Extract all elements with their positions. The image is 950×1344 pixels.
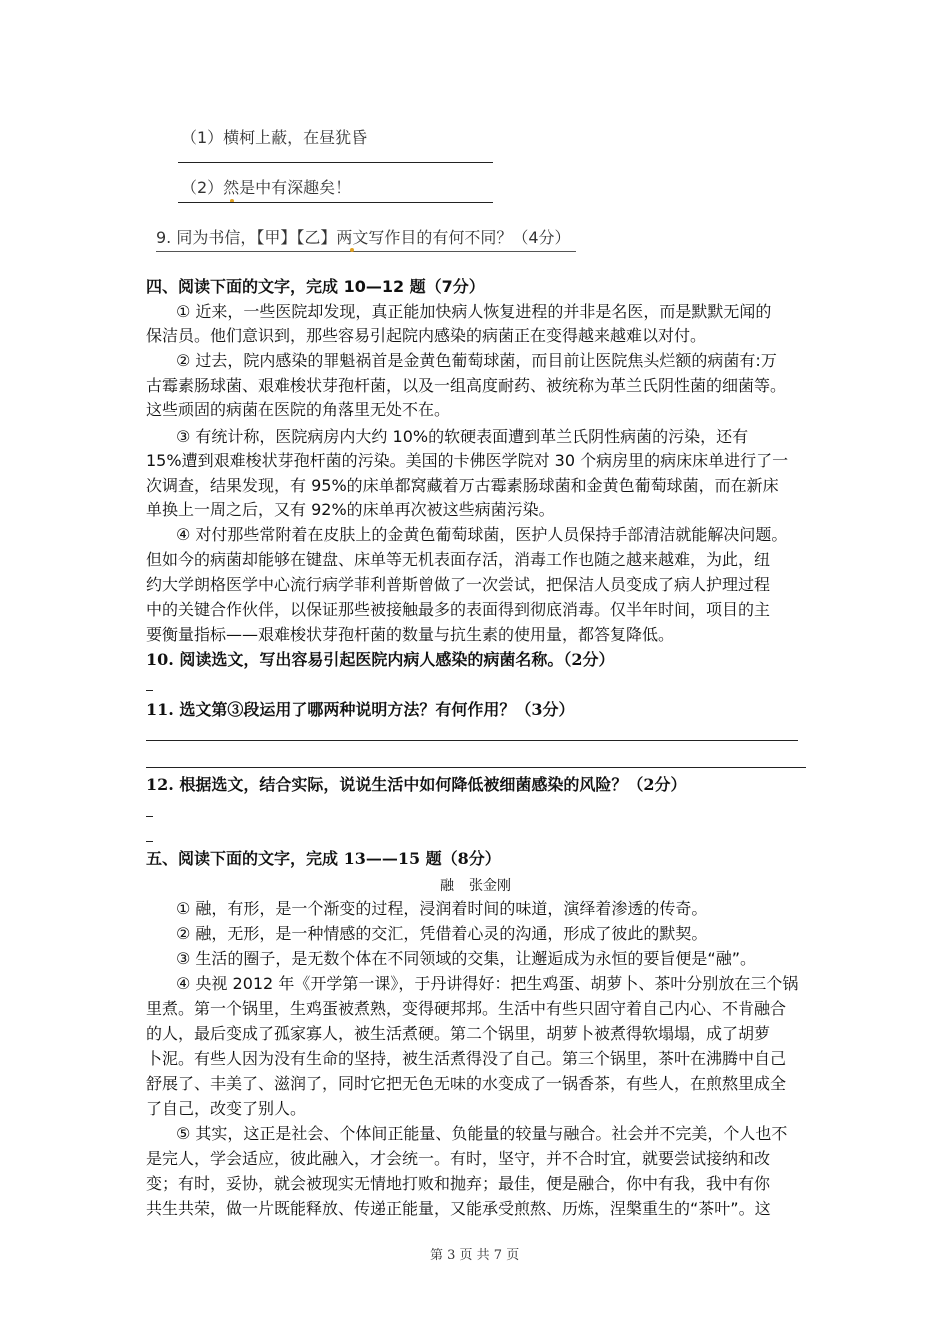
passage-line: ③ 生活的圈子，是无数个体在不同领域的交集，让邂逅成为永恒的要旨便是“融”。 (176, 949, 757, 968)
passage-line: ⑤ 其实，这正是社会、个体间正能量、负能量的较量与融合。社会并不完美，个人也不 (176, 1124, 788, 1143)
passage-line: 但如今的病菌却能够在键盘、床单等无机表面存活，消毒工作也随之越来越难，为此，纽 (146, 550, 771, 569)
q11-answer-line-2[interactable] (146, 767, 806, 768)
q8-item-1: （1）横柯上蔽，在昼犹昏 (181, 128, 368, 147)
passage-line: 共生共荣，做一片既能释放、传递正能量，又能承受煎熬、历炼，涅槃重生的“茶叶”。这 (146, 1199, 771, 1218)
passage-line: ① 近来，一些医院却发现，真正能加快病人恢复进程的并非是名医，而是默默无闻的 (176, 302, 772, 321)
passage-line: 单换上一周之后，又有 92%的床单再次被这些病菌污染。 (146, 500, 555, 519)
passage-line: ③ 有统计称，医院病房内大约 10%的软硬表面遭到革兰氏阴性病菌的污染，还有 (176, 427, 749, 446)
q8-answer-line-1 (178, 162, 493, 163)
section5-heading: 五、阅读下面的文字，完成 13——15 题（8分） (146, 849, 501, 868)
passage-line: 约大学朗格医学中心流行病学菲利普斯曾做了一次尝试，把保洁人员变成了病人护理过程 (146, 575, 771, 594)
passage-line: ④ 央视 2012 年《开学第一课》，于丹讲得好：把生鸡蛋、胡萝卜、茶叶分别放在三个锅 (176, 974, 799, 993)
passage-line: 是完人，学会适应，彼此融入，才会统一。有时，坚守，并不合时宜，就要尝试接纳和改 (146, 1149, 771, 1168)
q9-underline (156, 251, 576, 252)
passage-line: 舒展了、丰美了、滋润了，同时它把无色无味的水变成了一锅香茶，有些人，在煎熬里成全 (146, 1074, 787, 1093)
passage-line: 里煮。第一个锅里，生鸡蛋被煮熟，变得硬邦邦。生活中有些只固守着自己内心、不肯融合 (146, 999, 787, 1018)
section4-heading: 四、阅读下面的文字，完成 10—12 题（7分） (146, 277, 485, 296)
passage-line: ① 融，有形，是一个渐变的过程，浸润着时间的味道，演绎着渗透的传奇。 (176, 899, 708, 918)
q10-question: 10. 阅读选文，写出容易引起医院内病人感染的病菌名称。（2分） (146, 650, 615, 669)
q8-answer-line-2 (178, 202, 493, 203)
q11-answer-line-1[interactable] (146, 740, 798, 741)
passage-line: 保洁员。他们意识到，那些容易引起院内感染的病菌正在变得越来越难以对付。 (146, 326, 707, 345)
q9-question: 9. 同为书信，【甲】【乙】两文写作目的有何不同？（4分） (156, 228, 571, 247)
passage-line: ② 融，无形，是一种情感的交汇，凭借着心灵的沟通，形成了彼此的默契。 (176, 924, 708, 943)
answer-blank[interactable] (146, 816, 153, 817)
passage-line: 中的关键合作伙伴，以保证那些被接触最多的表面得到彻底消毒。仅半年时间，项目的主 (146, 600, 771, 619)
passage-line: 15%遭到艰难梭状芽孢杆菌的污染。美国的卡佛医学院对 30 个病房里的病床床单进行了一 (146, 451, 789, 470)
passage-line: 的人，最后变成了孤家寡人，被生活煮硬。第二个锅里，胡萝卜被煮得软塌塌，成了胡萝 (146, 1024, 771, 1043)
q12-question: 12. 根据选文，结合实际，说说生活中如何降低被细菌感染的风险？（2分） (146, 775, 687, 794)
passage-line: 这些顽固的病菌在医院的角落里无处不在。 (146, 400, 451, 419)
passage-line: 古霉素肠球菌、艰难梭状芽孢杆菌，以及一组高度耐药、被统称为革兰氏阴性菌的细菌等。 (146, 376, 787, 395)
revision-mark (350, 248, 354, 252)
page-number: 第 3 页 共 7 页 (430, 1248, 520, 1263)
passage-line: 变；有时，妥协，就会被现实无情地打败和抛弃；最佳，便是融合，你中有我，我中有你 (146, 1174, 771, 1193)
article-author: 张金刚 (469, 878, 511, 894)
passage-line: 次调查，结果发现，有 95%的床单都窝藏着万古霉素肠球菌和金黄色葡萄球菌，而在新床 (146, 476, 779, 495)
answer-blank[interactable] (146, 841, 153, 842)
passage-line: ② 过去，院内感染的罪魁祸首是金黄色葡萄球菌，而目前让医院焦头烂额的病菌有:万 (176, 351, 777, 370)
passage-line: 要衡量指标——艰难梭状芽孢杆菌的数量与抗生素的使用量，都答复降低。 (146, 625, 675, 644)
article-title: 融 (440, 878, 454, 894)
passage-line: ④ 对付那些常附着在皮肤上的金黄色葡萄球菌，医护人员保持手部清洁就能解决问题。 (176, 525, 788, 544)
q11-question: 11. 选文第③段运用了哪两种说明方法？有何作用？（3分） (146, 700, 575, 719)
passage-line: 了自己，改变了别人。 (146, 1099, 307, 1118)
passage-line: 卜泥。有些人因为没有生命的坚持，被生活煮得没了自己。第三个锅里，茶叶在沸腾中自己 (146, 1049, 787, 1068)
q8-item-2: （2）然是中有深趣矣！ (181, 178, 352, 197)
answer-blank[interactable] (146, 690, 153, 691)
